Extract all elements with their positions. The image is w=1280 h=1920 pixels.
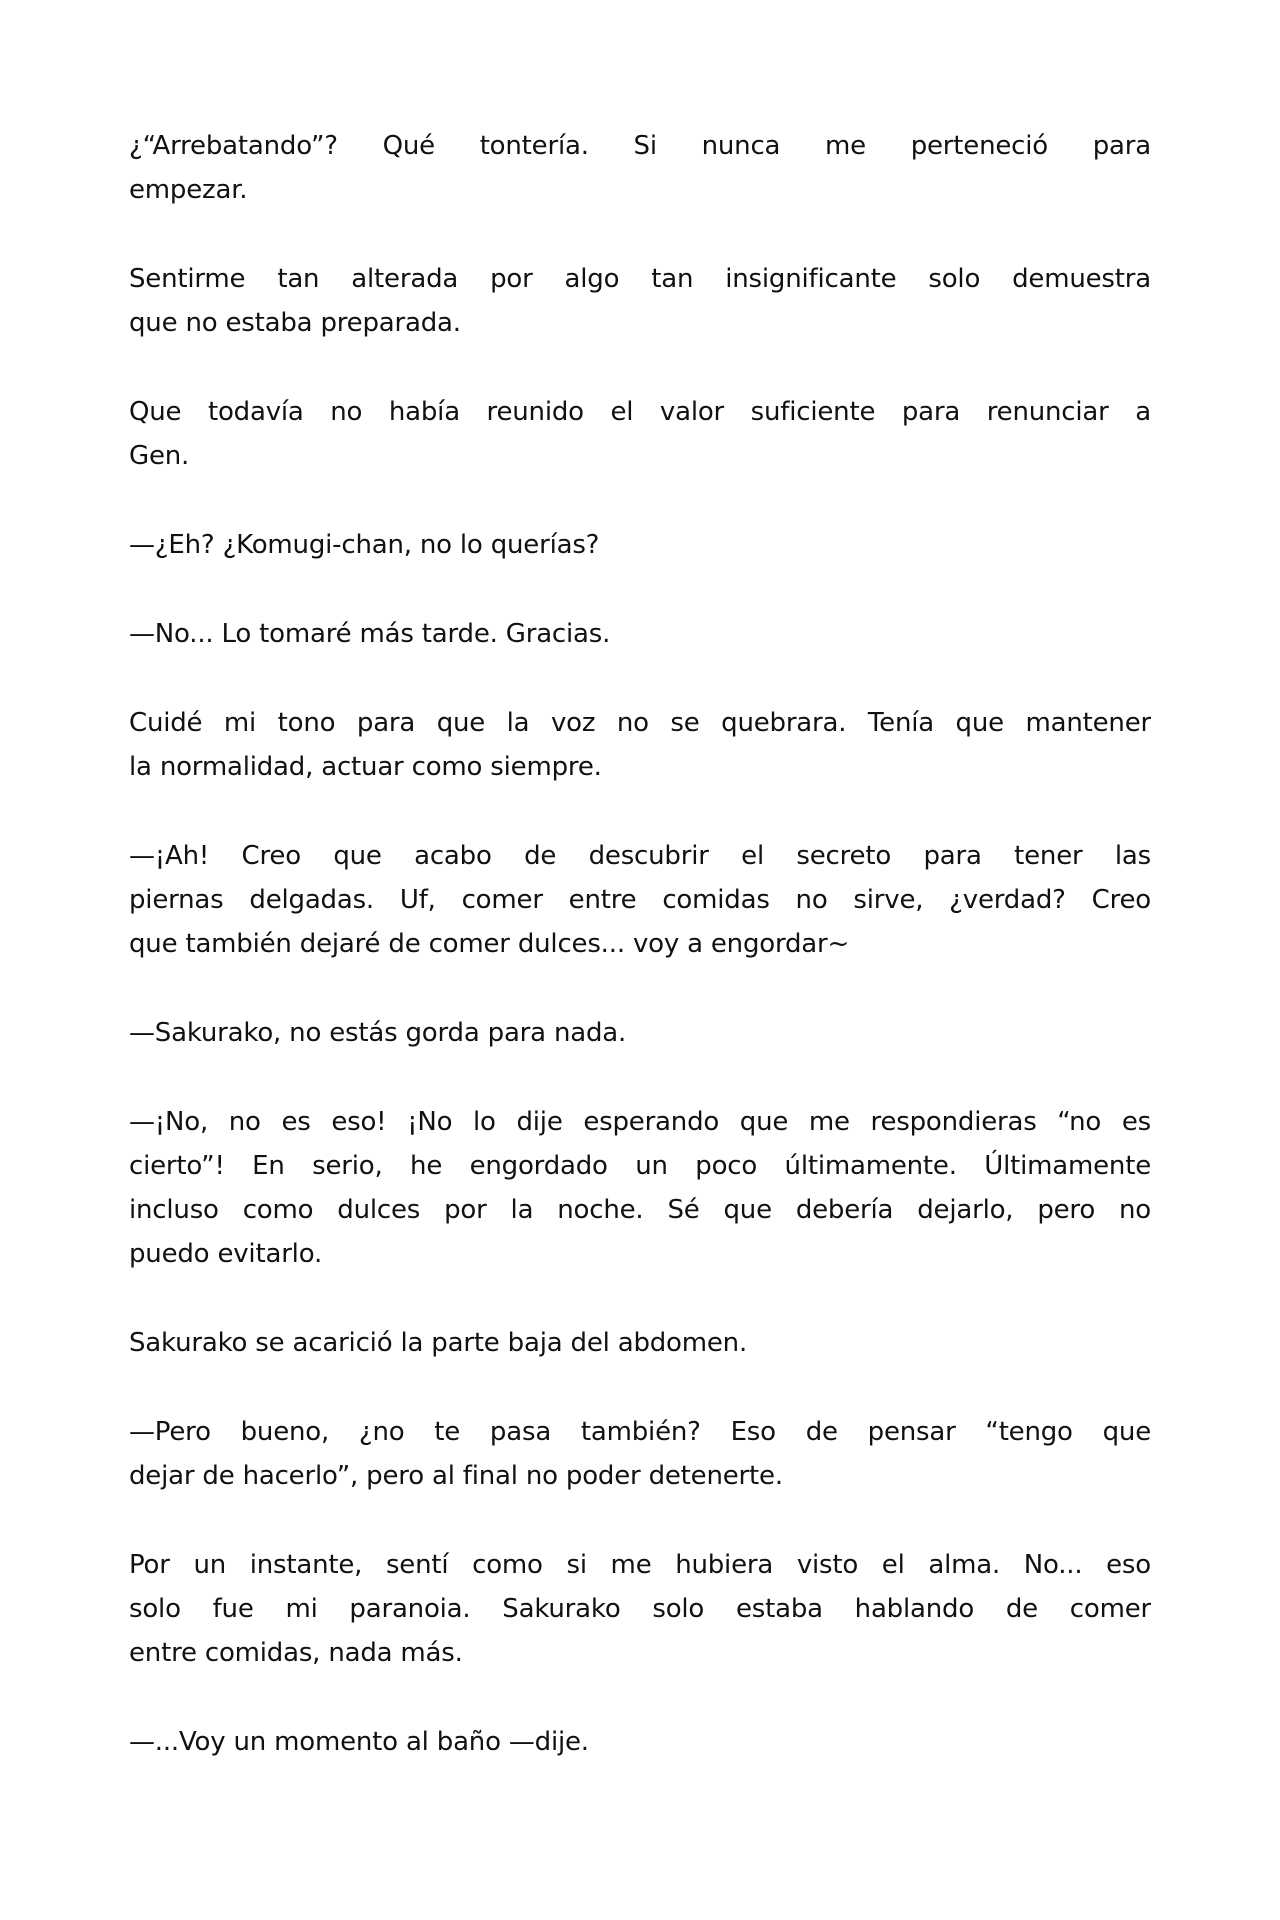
paragraph-6 bbox=[129, 701, 1151, 789]
text-line: Por un instante, sentí como si me hubiera visto el alma. No... eso bbox=[129, 1550, 1151, 1580]
text-line: —¿Eh? ¿Komugi-chan, no lo querías? bbox=[129, 530, 600, 560]
text-line: —...Voy un momento al baño —dije. bbox=[129, 1727, 589, 1757]
paragraph-8 bbox=[129, 1011, 1151, 1055]
paragraph-5 bbox=[129, 612, 1151, 656]
text-line: ¿“Arrebatando”? Qué tontería. Si nunca me perteneció para bbox=[129, 131, 1151, 161]
text-line: —¡Ah! Creo que acabo de descubrir el secreto para tener las bbox=[129, 841, 1151, 871]
text-line: piernas delgadas. Uf, comer entre comidas no sirve, ¿verdad? Creo bbox=[129, 885, 1151, 915]
text-line: —Pero bueno, ¿no te pasa también? Eso de pensar “tengo que bbox=[129, 1417, 1151, 1447]
paragraph-7 bbox=[129, 834, 1151, 966]
paragraph-13 bbox=[129, 1720, 1151, 1764]
paragraph-2 bbox=[129, 257, 1151, 345]
text-line: Que todavía no había reunido el valor suficiente para renunciar a bbox=[129, 397, 1151, 427]
text-line: dejar de hacerlo”, pero al final no poder detenerte. bbox=[129, 1461, 783, 1491]
text-line: incluso como dulces por la noche. Sé que debería dejarlo, pero no bbox=[129, 1195, 1151, 1225]
paragraph-4 bbox=[129, 523, 1151, 567]
text-line: Cuidé mi tono para que la voz no se quebrara. Tenía que mantener bbox=[129, 708, 1151, 738]
text-line: que no estaba preparada. bbox=[129, 308, 461, 338]
paragraph-12 bbox=[129, 1543, 1151, 1675]
paragraph-9 bbox=[129, 1100, 1151, 1276]
text-line: —Sakurako, no estás gorda para nada. bbox=[129, 1018, 627, 1048]
paragraph-10 bbox=[129, 1321, 1151, 1365]
text-line: puedo evitarlo. bbox=[129, 1239, 323, 1269]
paragraph-3 bbox=[129, 390, 1151, 478]
text-line: solo fue mi paranoia. Sakurako solo estaba hablando de comer bbox=[129, 1594, 1151, 1624]
text-line: que también dejaré de comer dulces... voy a engordar~ bbox=[129, 929, 850, 959]
paragraph-11 bbox=[129, 1410, 1151, 1498]
text-line: cierto”! En serio, he engordado un poco últimamente. Últimamente bbox=[129, 1151, 1151, 1181]
text-line: entre comidas, nada más. bbox=[129, 1638, 463, 1668]
text-line: Sentirme tan alterada por algo tan insignificante solo demuestra bbox=[129, 264, 1151, 294]
text-line: —No... Lo tomaré más tarde. Gracias. bbox=[129, 619, 611, 649]
text-line: empezar. bbox=[129, 175, 248, 205]
text-line: Gen. bbox=[129, 441, 190, 471]
text-line: Sakurako se acarició la parte baja del abdomen. bbox=[129, 1328, 748, 1358]
document-page bbox=[129, 124, 1151, 1809]
paragraph-1 bbox=[129, 124, 1151, 212]
text-line: la normalidad, actuar como siempre. bbox=[129, 752, 602, 782]
text-line: —¡No, no es eso! ¡No lo dije esperando que me respondieras “no es bbox=[129, 1107, 1151, 1137]
